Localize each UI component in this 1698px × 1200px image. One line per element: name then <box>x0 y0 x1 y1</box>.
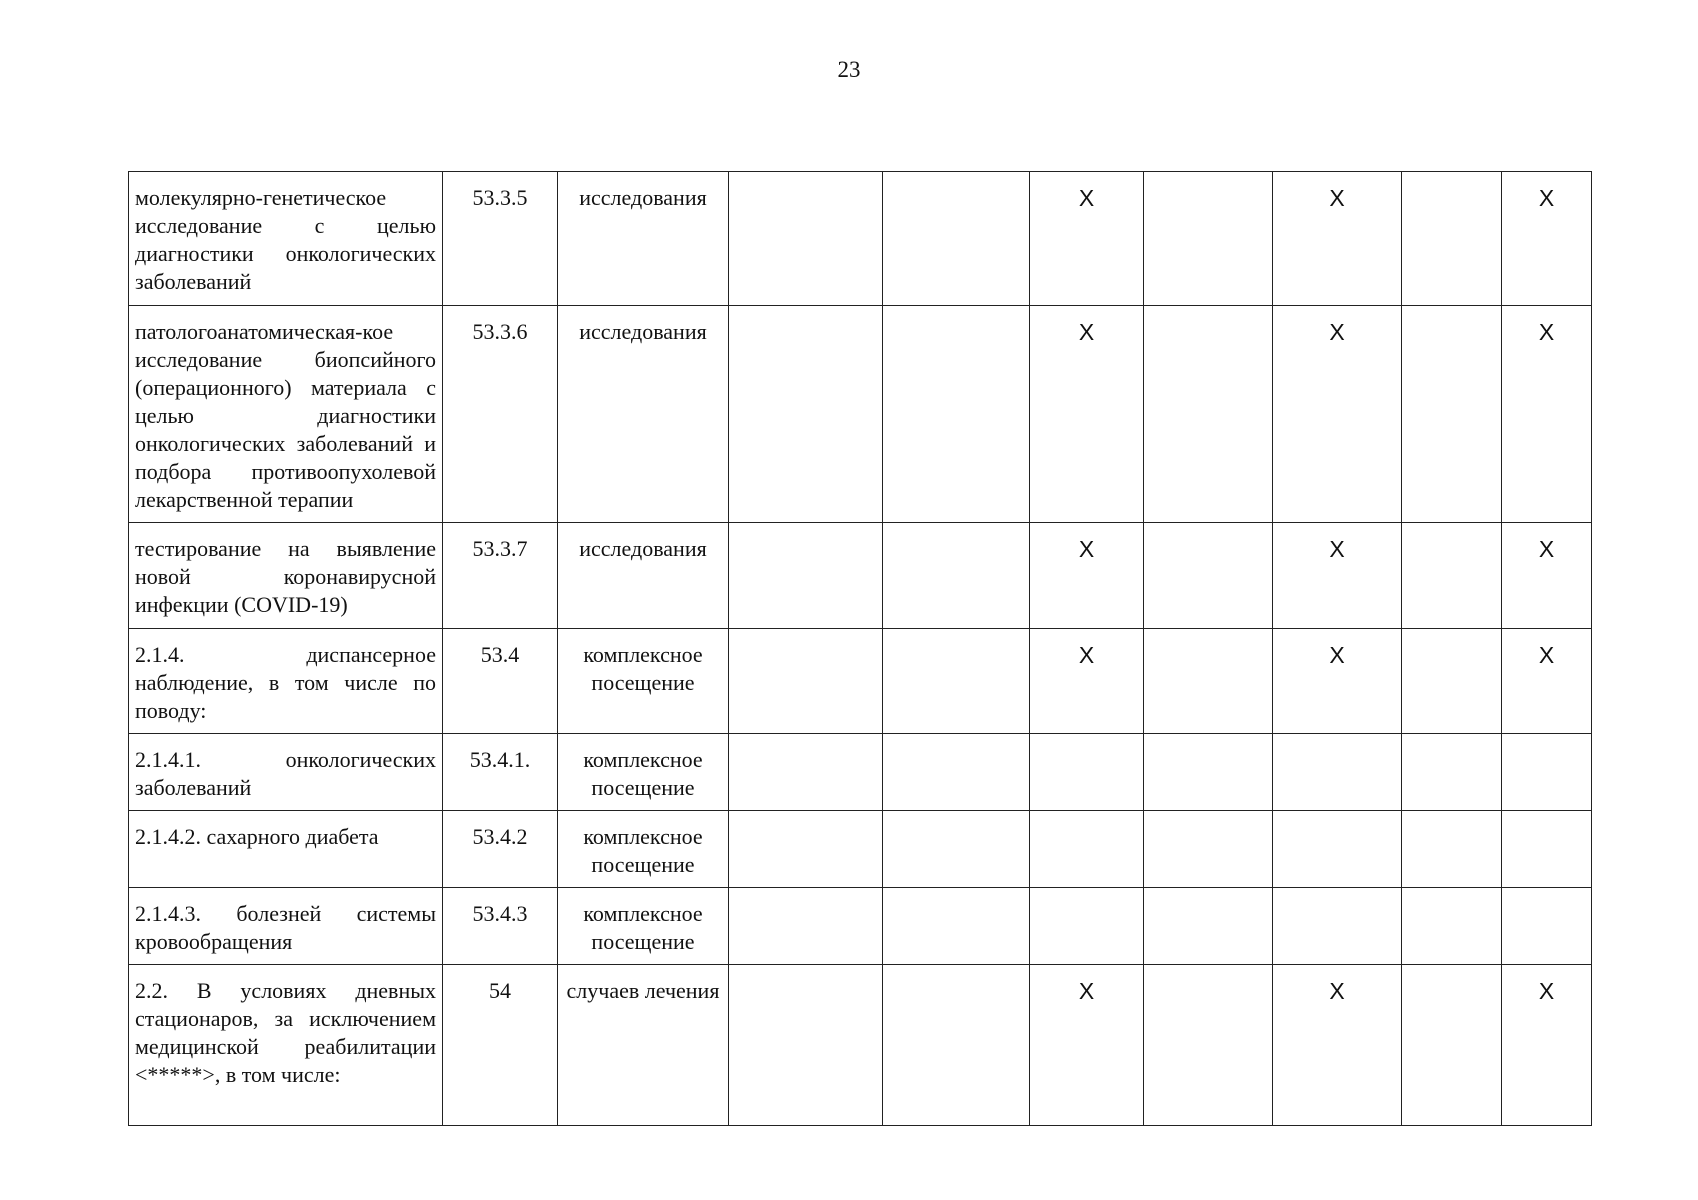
value-cell <box>883 629 1030 734</box>
value-cell <box>1030 888 1144 965</box>
row-name-cell: тестирование на выявление новой коронавирусной инфекции (COVID-19) <box>129 523 443 629</box>
row-name-cell: 2.2. В условиях дневных стационаров, за исключением медицинской реабилитации <*****>, в том числе: <box>129 965 443 1126</box>
value-cell <box>1402 172 1502 306</box>
value-cell: X <box>1030 172 1144 306</box>
value-cell <box>883 965 1030 1126</box>
row-name-cell: 2.1.4. диспансерное наблюдение, в том числе по поводу: <box>129 629 443 734</box>
value-cell <box>1144 523 1273 629</box>
row-code-cell: 53.4.2 <box>443 811 558 888</box>
value-cell <box>1273 734 1402 811</box>
value-cell <box>1402 629 1502 734</box>
row-name-cell: молекулярно-генетическое исследование с целью диагностики онкологических заболеваний <box>129 172 443 306</box>
value-cell <box>883 811 1030 888</box>
row-name-cell: 2.1.4.1. онкологических заболеваний <box>129 734 443 811</box>
table-row <box>129 523 1592 629</box>
value-cell: X <box>1502 306 1592 523</box>
value-cell <box>883 306 1030 523</box>
row-code-cell: 54 <box>443 965 558 1126</box>
value-cell <box>729 629 883 734</box>
value-cell: X <box>1273 629 1402 734</box>
value-cell <box>1144 888 1273 965</box>
value-cell <box>883 734 1030 811</box>
value-cell <box>883 888 1030 965</box>
page-number: 23 <box>837 57 861 82</box>
row-code-cell: 53.4.3 <box>443 888 558 965</box>
table-row <box>129 888 1592 965</box>
value-cell: X <box>1273 965 1402 1126</box>
table-row <box>129 965 1592 1126</box>
value-cell <box>1144 734 1273 811</box>
value-cell <box>1402 734 1502 811</box>
value-cell <box>1144 811 1273 888</box>
row-unit-cell: исследования <box>558 172 729 306</box>
value-cell <box>1402 888 1502 965</box>
table-row <box>129 629 1592 734</box>
value-cell <box>729 811 883 888</box>
value-cell <box>729 172 883 306</box>
value-cell: X <box>1273 172 1402 306</box>
value-cell: X <box>1502 965 1592 1126</box>
row-unit-cell: комплексное посещение <box>558 734 729 811</box>
value-cell <box>729 965 883 1126</box>
table-row <box>129 734 1592 811</box>
row-unit-cell: исследования <box>558 523 729 629</box>
row-unit-cell: случаев лечения <box>558 965 729 1126</box>
value-cell <box>1144 629 1273 734</box>
table-row <box>129 811 1592 888</box>
row-code-cell: 53.4.1. <box>443 734 558 811</box>
row-name-cell: 2.1.4.3. болезней системы кровообращения <box>129 888 443 965</box>
value-cell: X <box>1502 629 1592 734</box>
row-code-cell: 53.4 <box>443 629 558 734</box>
value-cell <box>729 734 883 811</box>
value-cell <box>1144 306 1273 523</box>
value-cell <box>1402 306 1502 523</box>
value-cell <box>729 523 883 629</box>
value-cell <box>729 306 883 523</box>
value-cell: X <box>1030 306 1144 523</box>
row-unit-cell: комплексное посещение <box>558 888 729 965</box>
row-code-cell: 53.3.5 <box>443 172 558 306</box>
value-cell <box>729 888 883 965</box>
table-row <box>129 306 1592 523</box>
value-cell: X <box>1030 965 1144 1126</box>
table-row <box>129 172 1592 306</box>
row-code-cell: 53.3.7 <box>443 523 558 629</box>
value-cell: X <box>1502 172 1592 306</box>
value-cell <box>1502 888 1592 965</box>
row-unit-cell: комплексное посещение <box>558 629 729 734</box>
value-cell <box>1030 811 1144 888</box>
value-cell: X <box>1030 523 1144 629</box>
value-cell <box>1273 811 1402 888</box>
row-unit-cell: комплексное посещение <box>558 811 729 888</box>
data-table <box>128 171 1592 1126</box>
value-cell: X <box>1273 523 1402 629</box>
row-unit-cell: исследования <box>558 306 729 523</box>
value-cell: X <box>1273 306 1402 523</box>
value-cell <box>883 523 1030 629</box>
value-cell <box>1402 811 1502 888</box>
value-cell: X <box>1030 629 1144 734</box>
row-code-cell: 53.3.6 <box>443 306 558 523</box>
value-cell <box>1273 888 1402 965</box>
value-cell: X <box>1502 523 1592 629</box>
value-cell <box>1144 965 1273 1126</box>
value-cell <box>1402 965 1502 1126</box>
value-cell <box>1144 172 1273 306</box>
value-cell <box>883 172 1030 306</box>
row-name-cell: 2.1.4.2. сахарного диабета <box>129 811 443 888</box>
row-name-cell: патологоанатомическая-кое исследование биопсийного (операционного) материала с целью диагностики онкологических заболеваний и подбора противоопухолевой лекарственной терапии <box>129 306 443 523</box>
value-cell <box>1030 734 1144 811</box>
value-cell <box>1402 523 1502 629</box>
value-cell <box>1502 734 1592 811</box>
value-cell <box>1502 811 1592 888</box>
